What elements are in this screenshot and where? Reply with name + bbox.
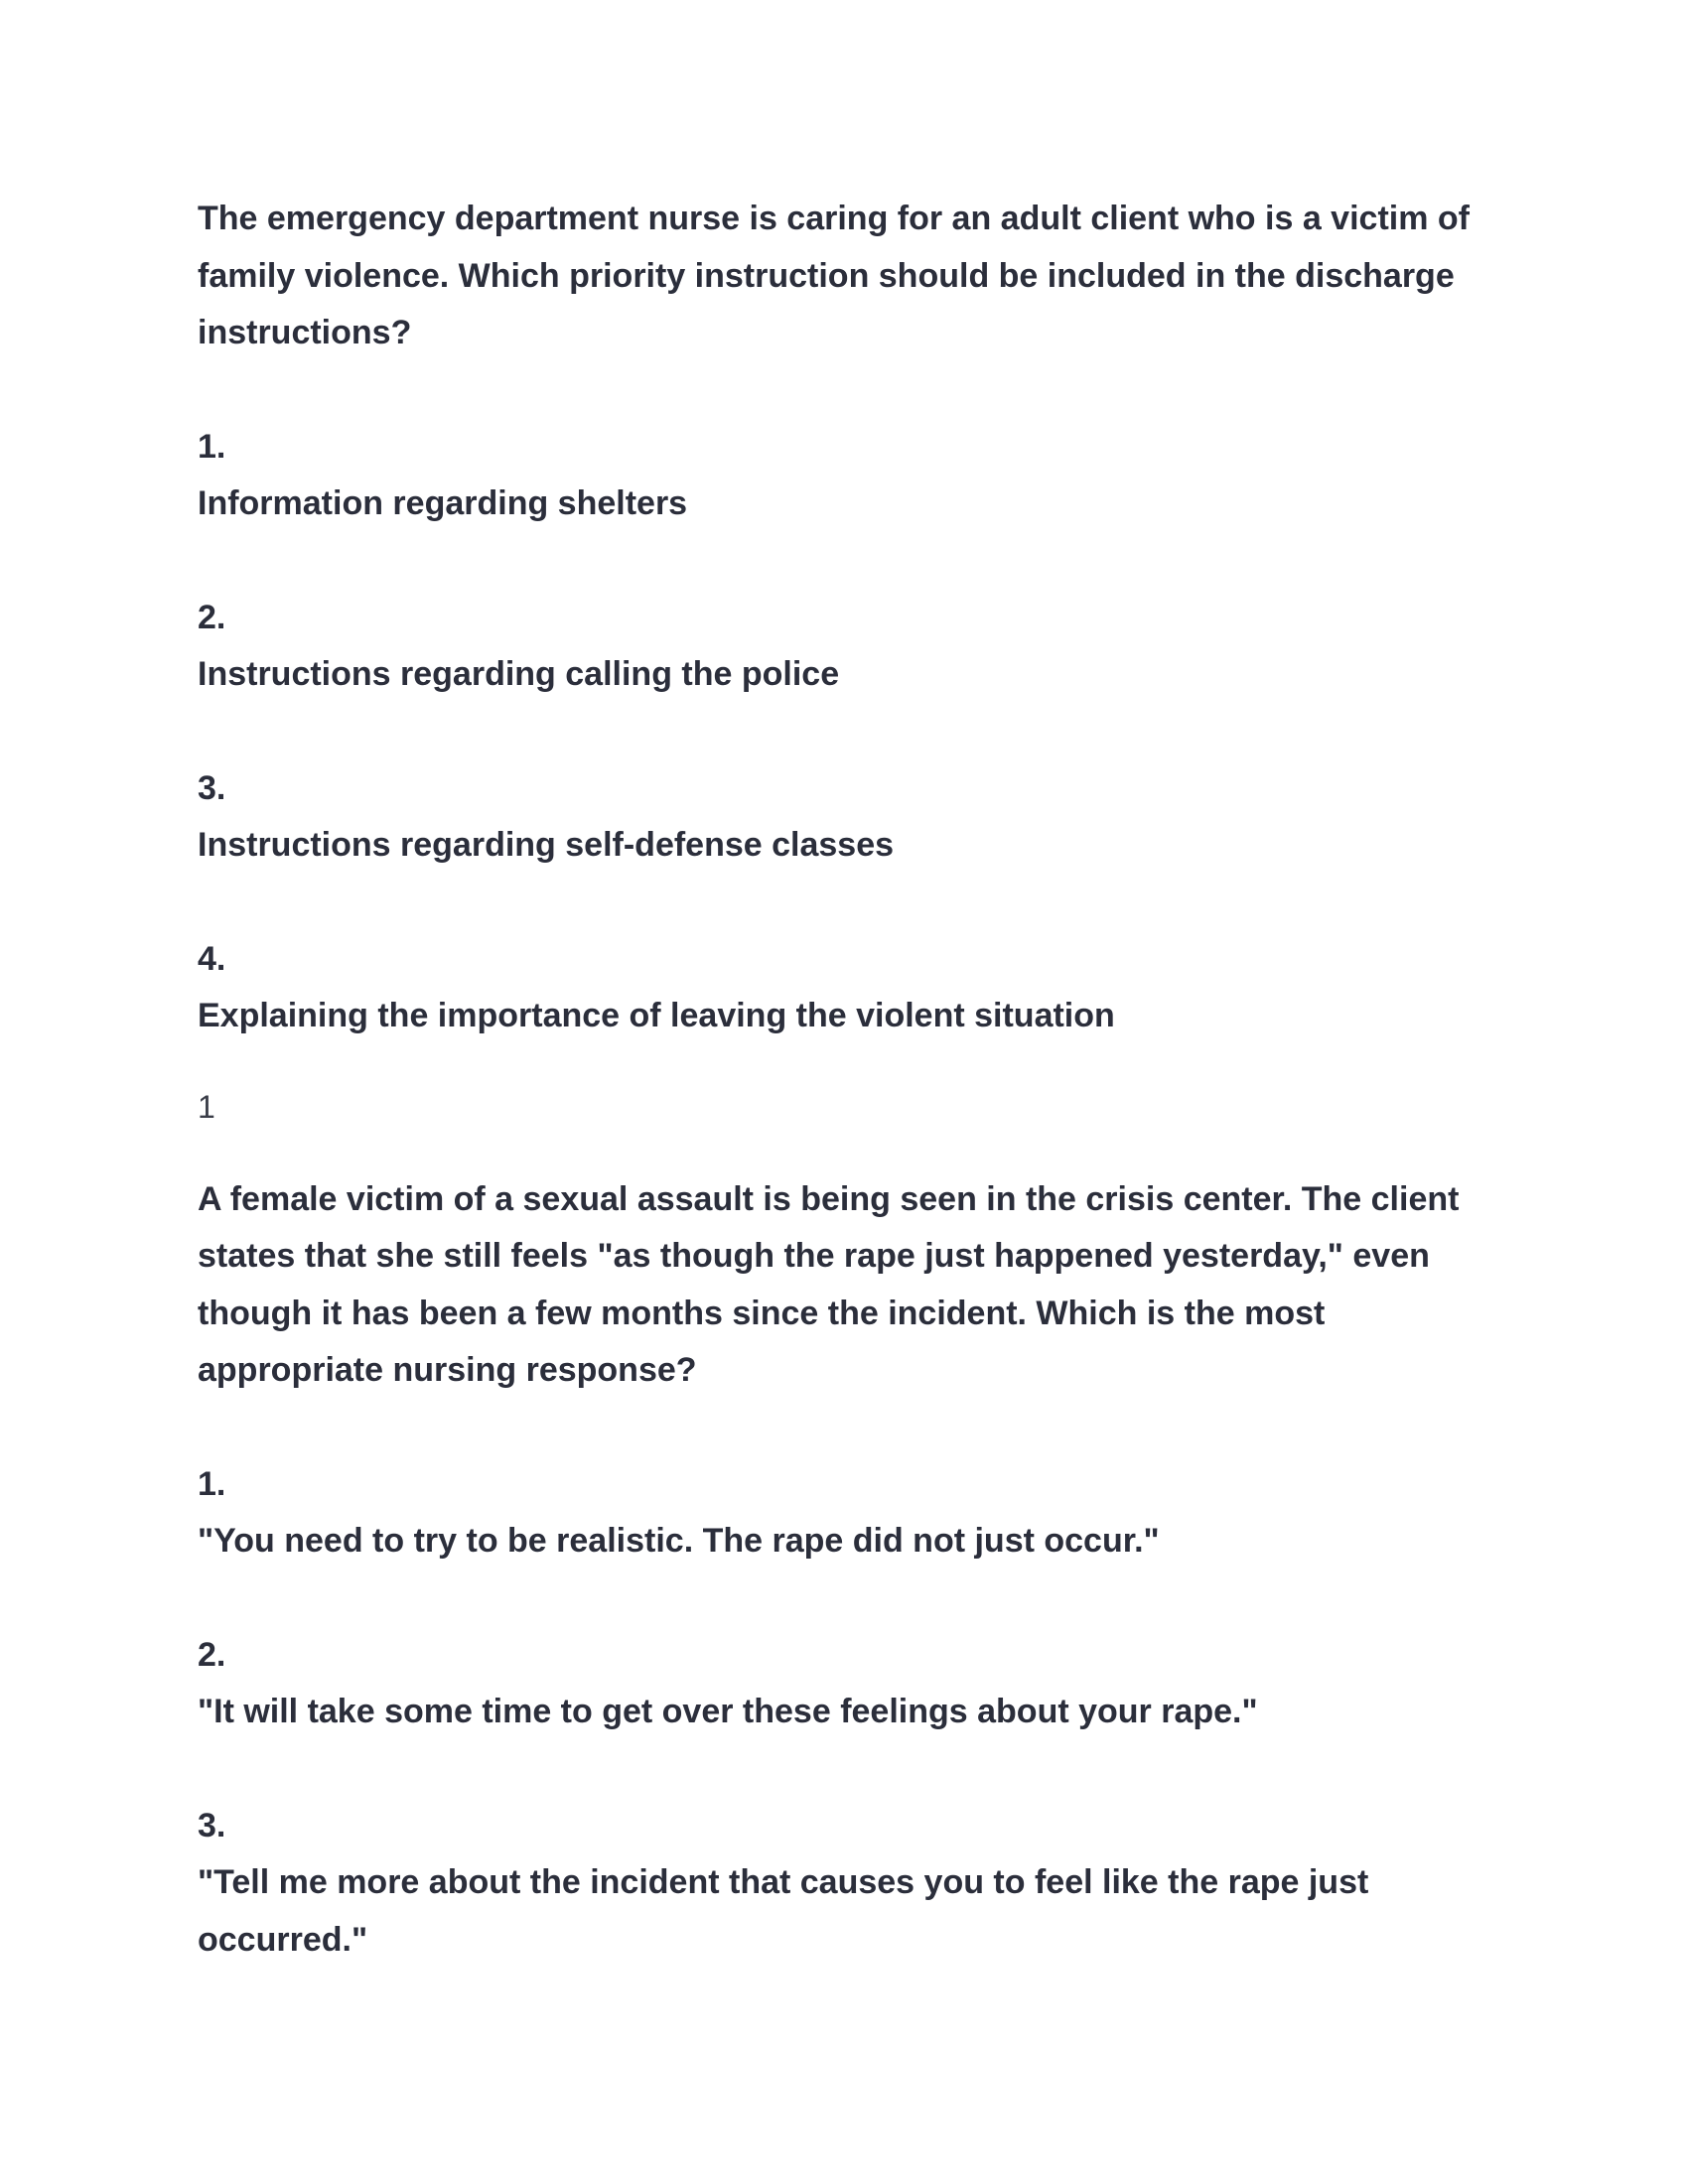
option-number: 1.	[198, 427, 226, 466]
question-block-1	[198, 191, 1488, 1129]
option-number: 3.	[198, 768, 226, 807]
option-text: Information regarding shelters	[198, 484, 688, 522]
answer-key: 1	[198, 1088, 215, 1125]
option-2	[198, 590, 1488, 704]
option-3	[198, 1798, 1488, 1970]
question-text: A female victim of a sexual assault is being seen in the crisis center. The client states that she still feels "as though the rape just happened yesterday," even though it has been a few months since the incident. Which is the most appropriate nursing response?	[198, 1179, 1460, 1389]
document-page	[198, 191, 1488, 1969]
option-number: 3.	[198, 1806, 226, 1844]
question-text: The emergency department nurse is caring for an adult client who is a victim of family violence. Which priority instruction should be included in the discharge instructions?	[198, 200, 1470, 351]
option-2	[198, 1627, 1488, 1741]
option-number: 4.	[198, 939, 226, 978]
option-text: "It will take some time to get over these feelings about your rape."	[198, 1693, 1258, 1730]
option-text: "Tell me more about the incident that causes you to feel like the rape just occurred."	[198, 1863, 1369, 1959]
option-number: 2.	[198, 1635, 226, 1674]
option-3	[198, 760, 1488, 875]
option-text: Instructions regarding calling the police	[198, 655, 840, 693]
option-text: "You need to try to be realistic. The rape did not just occur."	[198, 1522, 1160, 1560]
option-4	[198, 931, 1488, 1045]
option-1	[198, 419, 1488, 533]
option-text: Instructions regarding self-defense classes	[198, 826, 895, 864]
question-block-2	[198, 1171, 1488, 1970]
option-1	[198, 1456, 1488, 1570]
option-number: 2.	[198, 598, 226, 636]
option-number: 1.	[198, 1464, 226, 1503]
option-text: Explaining the importance of leaving the violent situation	[198, 997, 1115, 1034]
